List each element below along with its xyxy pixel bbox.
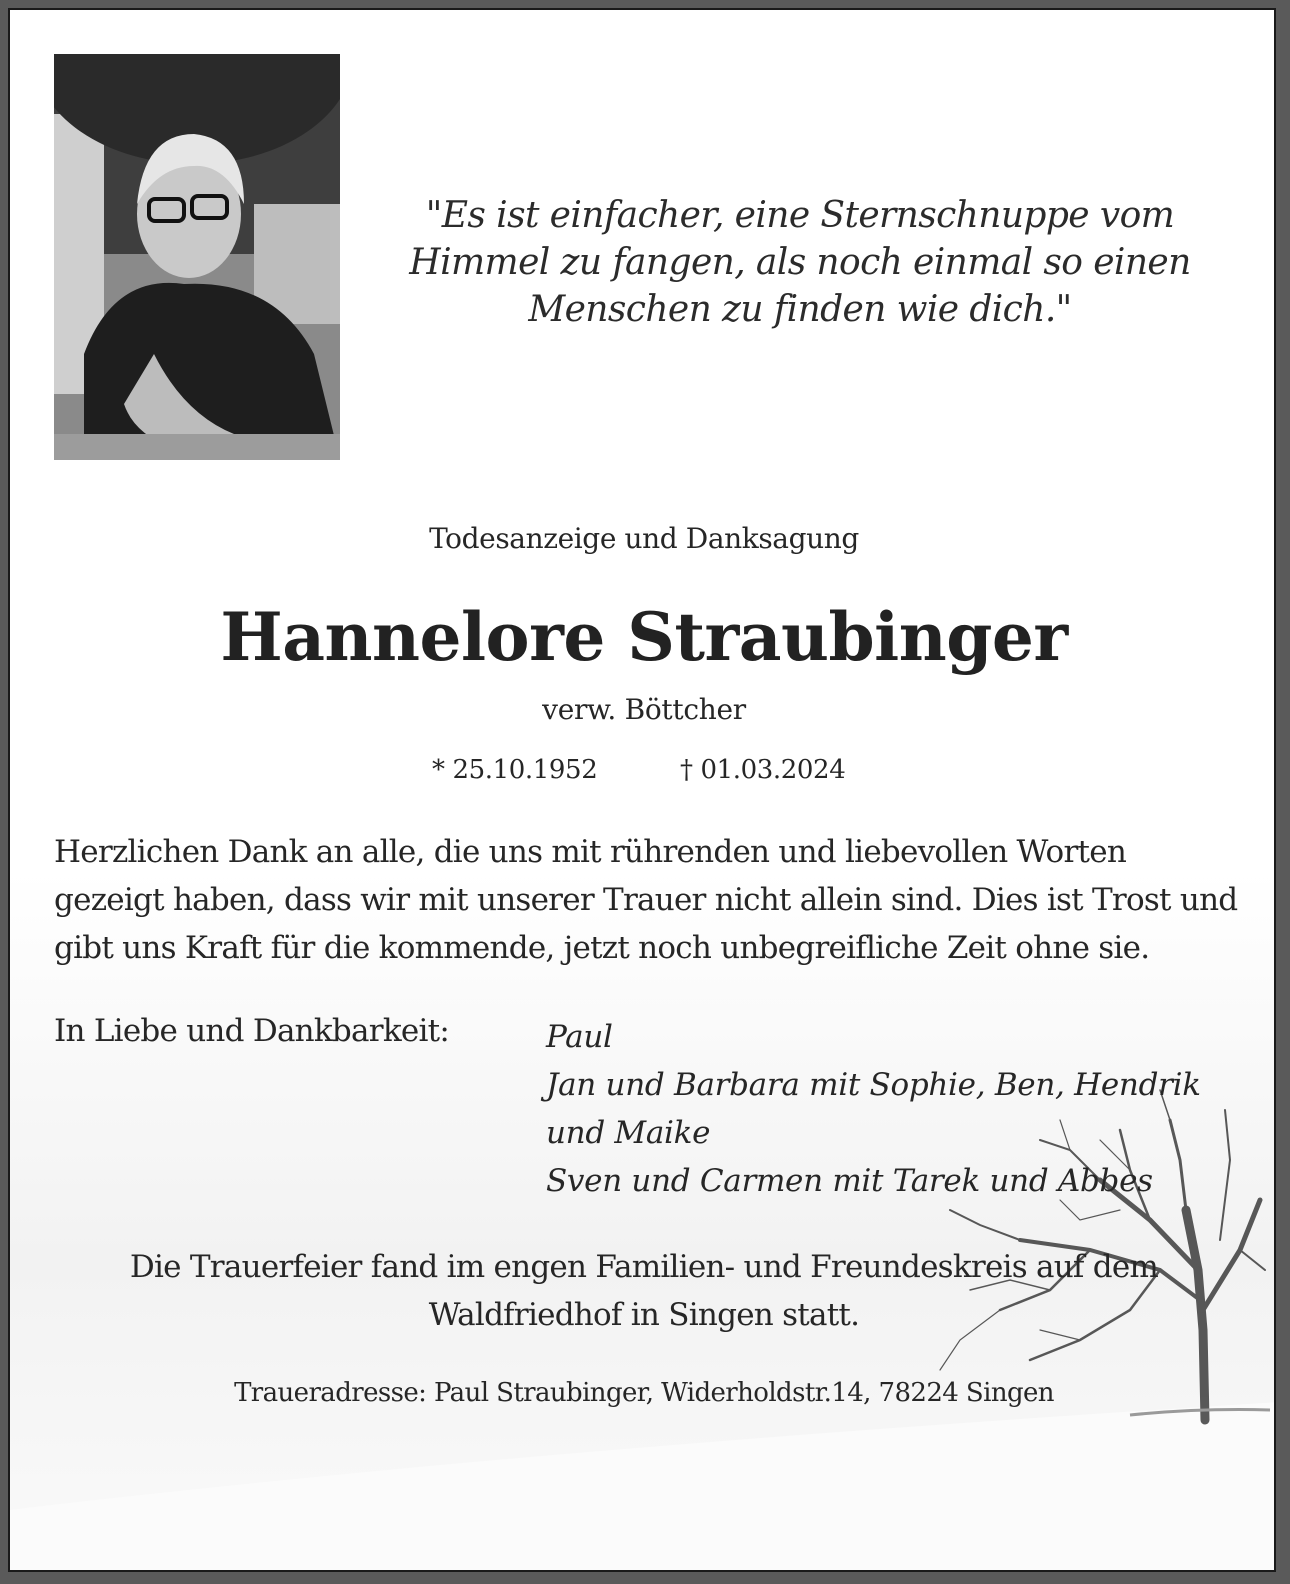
signer-line: Jan und Barbara mit Sophie, Ben, Hendrik bbox=[546, 1067, 1201, 1103]
birth-date: * 25.10.1952 bbox=[432, 755, 598, 785]
former-name: verw. Böttcher bbox=[542, 693, 746, 726]
deceased-name: Hannelore Straubinger bbox=[220, 598, 1068, 676]
thanks-line: gezeigt haben, dass wir mit unserer Trauer nicht allein sind. Dies ist Trost und bbox=[54, 882, 1238, 918]
quote-line: "Es ist einfacher, eine Sternschnuppe vom bbox=[425, 195, 1175, 236]
funeral-line: Die Trauerfeier fand im engen Familien- und Freundeskreis auf dem bbox=[129, 1249, 1159, 1285]
mourning-address: Traueradresse: Paul Straubinger, Widerholdstr.14, 78224 Singen bbox=[234, 1378, 1054, 1408]
thanks-line: gibt uns Kraft für die kommende, jetzt noch unbegreifliche Zeit ohne sie. bbox=[54, 930, 1150, 966]
death-date: † 01.03.2024 bbox=[680, 755, 846, 785]
quote-line: Himmel zu fangen, als noch einmal so einen bbox=[409, 242, 1191, 283]
signers-label: In Liebe und Dankbarkeit: bbox=[54, 1013, 450, 1049]
thanks-line: Herzlichen Dank an alle, die uns mit rührenden und liebevollen Worten bbox=[54, 834, 1127, 870]
signers-list bbox=[546, 1013, 1246, 1205]
signer-line: und Maike bbox=[546, 1115, 711, 1151]
memorial-quote bbox=[380, 192, 1220, 333]
signer-line: Sven und Carmen mit Tarek und Abbes bbox=[546, 1163, 1153, 1199]
quote-line: Menschen zu finden wie dich." bbox=[528, 289, 1072, 330]
funeral-line: Waldfriedhof in Singen statt. bbox=[428, 1297, 860, 1333]
portrait-photo bbox=[54, 54, 340, 460]
thanks-paragraph bbox=[54, 828, 1244, 972]
funeral-notice bbox=[10, 1243, 1276, 1339]
obituary-card bbox=[8, 8, 1276, 1572]
announcement-title: Todesanzeige und Danksagung bbox=[429, 522, 859, 555]
signer-line: Paul bbox=[546, 1019, 613, 1055]
